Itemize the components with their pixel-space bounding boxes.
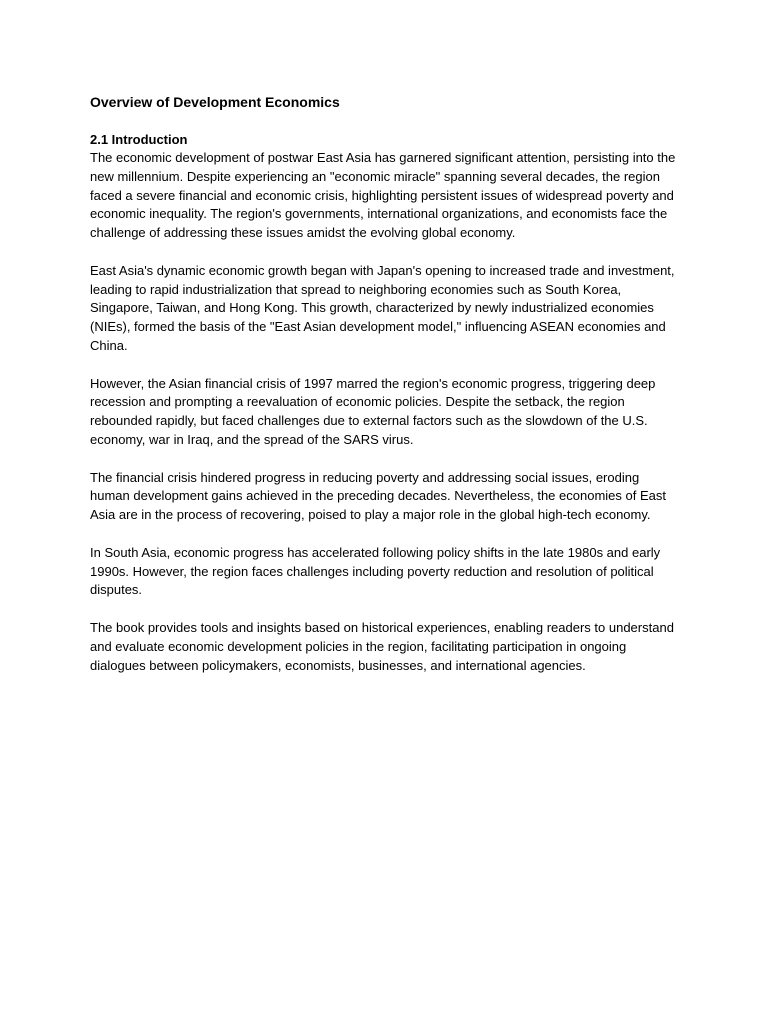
paragraph-5: In South Asia, economic progress has accelerated following policy shifts in the late 1980s and early 1990s. However, the region faces challenges including poverty reduction and resolution of political disputes. — [90, 544, 661, 598]
paragraph-2: East Asia's dynamic economic growth began with Japan's opening to increased trade and investment, leading to rapid industrialization that spread to neighboring economies such as South Korea, Singapore, Taiwan, and Hong Kong. This growth, characterized by newly industrialized economies (NIEs), formed the basis of the "East Asian development model," influencing ASEAN economies and China. — [90, 262, 675, 353]
document-page — [90, 92, 680, 694]
paragraph-3: However, the Asian financial crisis of 1997 marred the region's economic progress, triggering deep recession and prompting a reevaluation of economic policies. Despite the setback, the region rebounded rapidly, but faced challenges due to external factors such as the slowdown of the U.S. economy, war in Iraq, and the spread of the SARS virus. — [90, 375, 656, 447]
paragraph-1: The economic development of postwar East Asia has garnered significant attention, persisting into the new millennium. Despite experiencing an "economic miracle" spanning several decades, the region faced a severe financial and economic crisis, highlighting persistent issues of widespread poverty and economic inequality. The region's governments, international organizations, and economists face the challenge of addressing these issues amidst the evolving global economy. — [90, 150, 676, 241]
section-heading: 2.1 Introduction — [90, 132, 188, 147]
paragraph-4: The financial crisis hindered progress in reducing poverty and addressing social issues, eroding human development gains achieved in the preceding decades. Nevertheless, the economies of East Asia are in the process of recovering, poised to play a major role in the global high-tech economy. — [90, 469, 666, 523]
document-title: Overview of Development Economics — [90, 94, 340, 110]
paragraph-6: The book provides tools and insights based on historical experiences, enabling readers to understand and evaluate economic development policies in the region, facilitating participation in ongoing dialogues between policymakers, economists, businesses, and international agencies. — [90, 619, 674, 673]
